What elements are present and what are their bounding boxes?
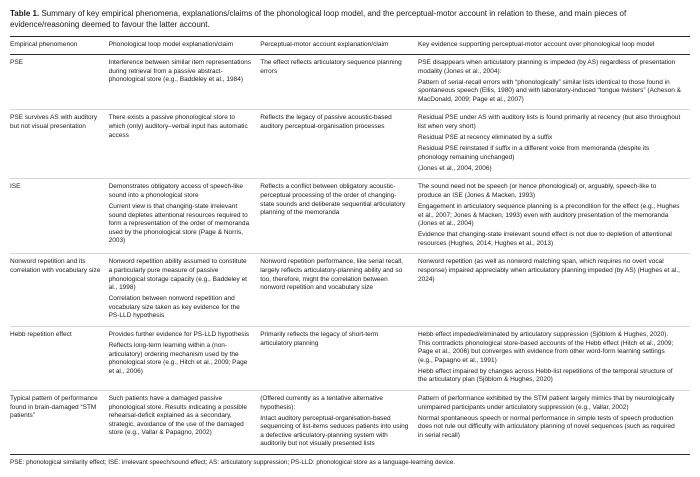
cell-paragraph: Primarily reflects the legacy of short-term articulatory planning	[260, 331, 379, 347]
cell-paragraph: PSE disappears when articulatory planning is impeded (by AS) regardless of presentation modality (Jones et al., 2004):	[417, 59, 676, 75]
cell-paragraph: Reflects long-term learning within a (non-articulatory) ordering mechanism used by the phonological store (e.g., Hitch et al., 2009; Page et al., 2006)	[108, 342, 248, 375]
cell-paragraph: Current view is that changing-state irrelevant sound depletes attentional resources required to form a representation of the order of memoranda used by the phonological store (Page & Norris, 2003)	[108, 203, 250, 245]
cell-paragraph: Evidence that changing-state irrelevant sound effect is not due to depletion of attentional resources (Hughes, 2014; Hughes et al., 2013)	[417, 231, 672, 247]
cell-key-evidence	[418, 55, 690, 110]
header-empirical-phenomenon: Empirical phenomenon	[10, 37, 109, 55]
cell-paragraph: Residual PSE reinstated if suffix in a different voice from memoranda (despite its phonology remaining unchanged)	[417, 145, 650, 161]
cell-key-evidence	[418, 254, 690, 327]
cell-paragraph: Hebb effect impeded/eliminated by articulatory suppression (Sjöblom & Hughes, 2020). This contradicts phonological store-based accounts of the Hebb effect (Hitch et al., 2009; Page et al., 2006) but converges with evidence from other word-form learning settings (e.g., Papagno et al., 1991)	[417, 331, 674, 364]
cell-paragraph: Demonstrates obligatory access of speech-like sound into a phonological store	[108, 183, 243, 200]
cell-paragraph: Hebb repetition effect	[10, 331, 72, 339]
header-phonological-loop: Phonological loop model explanation/claim	[109, 37, 261, 55]
cell-phenomenon	[10, 110, 109, 179]
cell-phenomenon	[10, 55, 109, 110]
cell-perceptual-motor-explanation	[260, 55, 418, 110]
cell-loop-explanation	[109, 110, 261, 179]
cell-paragraph: Intact auditory perceptual-organisation-based sequencing of list-items seduces patients into using a defective articulatory-planning system with auditorily but not visually presented lists	[260, 414, 409, 448]
cell-paragraph: PSE	[10, 59, 24, 67]
cell-paragraph: Pattern of performance exhibited by the STM patient largely mimics that by neurologically unimpaired participants under articulatory suppression (e.g., Vallar, 2002)	[417, 395, 675, 411]
table-row	[10, 55, 690, 110]
cell-paragraph: PSE survives AS with auditory but not visual presentation	[10, 114, 98, 131]
cell-phenomenon	[10, 254, 109, 327]
cell-paragraph: (Jones et al., 2004, 2006)	[417, 164, 492, 172]
header-row	[10, 37, 690, 55]
cell-loop-explanation	[109, 179, 261, 254]
cell-paragraph: Such patients have a damaged passive phonological store. Results indicating a possible rehearsal-deficit explained as a secondary, strategic, avoidance of the use of the damaged store (e.g., Vallar & Papagno, 2002)	[108, 395, 247, 437]
cell-key-evidence	[418, 110, 690, 179]
table-caption-label: Table 1.	[10, 9, 40, 18]
cell-phenomenon	[10, 327, 109, 391]
cell-paragraph: Pattern of serial-recall errors with “phonologically” similar lists identical to those found in spontaneous speech (Ellis, 1980) and with laboratory-induced “tongue twisters” (Acheson & MacDonald, 2009; Page et al., 2007)	[417, 78, 682, 103]
table-header	[10, 37, 690, 55]
cell-paragraph: The effect reflects articulatory sequence planning errors	[260, 59, 402, 75]
cell-paragraph: Interference between similar item representations during retrieval from a passive abstract-phonological store (e.g., Baddeley et al., 1984)	[108, 59, 251, 84]
cell-perceptual-motor-explanation	[260, 391, 418, 455]
header-perceptual-motor: Perceptual-motor account explanation/claim	[260, 37, 418, 55]
table-row	[10, 254, 690, 327]
cell-paragraph: Residual PSE under AS with auditory lists is found primarily at recency (but also throughout list when very short)	[417, 114, 681, 131]
table-row	[10, 391, 690, 455]
cell-paragraph: ISE	[10, 183, 21, 191]
cell-paragraph: Normal spontaneous speech or normal performance in simple tests of speech production does not rule out difficulty with articulatory planning of novel sequences (such as required in serial recall)	[417, 414, 675, 439]
cell-paragraph: There exists a passive phonological store to which (only) auditory–verbal input has automatic access	[108, 114, 248, 139]
cell-paragraph: Reflects a conflict between obligatory acoustic-perceptual processing of the order of changing-state sounds and deliberate sequential articulatory planning of the memoranda	[260, 183, 406, 217]
cell-paragraph: Nonword repetition performance, like serial recall, largely reflects articulatory-planning ability and so too, therefore, might the correlation between nonword repetition and vocabulary size	[260, 258, 403, 292]
cell-paragraph: (Offered currently as a tentative alternative hypothesis):	[260, 395, 383, 411]
header-key-evidence: Key evidence supporting perceptual-motor account over phonological loop model	[418, 37, 690, 55]
cell-perceptual-motor-explanation	[260, 179, 418, 254]
cell-loop-explanation	[109, 55, 261, 110]
cell-perceptual-motor-explanation	[260, 254, 418, 327]
cell-paragraph: Typical pattern of performance found in brain-damaged “STM patients”	[10, 395, 98, 420]
cell-paragraph: Provides further evidence for PS-LLD hypothesis	[108, 331, 250, 339]
cell-paragraph: Reflects the legacy of passive acoustic-based auditory perceptual-organisation processes	[260, 114, 392, 131]
cell-perceptual-motor-explanation	[260, 327, 418, 391]
table-body	[10, 55, 690, 455]
cell-paragraph: The sound need not be speech (or hence phonological) or, arguably, speech-like to produce an ISE (Jones & Macken, 1993)	[417, 183, 657, 200]
cell-loop-explanation	[109, 254, 261, 327]
cell-key-evidence	[418, 327, 690, 391]
cell-key-evidence	[418, 179, 690, 254]
cell-paragraph: Nonword repetition (as well as nonword matching span, which requires no overt vocal response) impaired appreciably when articulatory planning impeded (by AS) (Hughes et al., 2024)	[417, 258, 680, 283]
table-row	[10, 179, 690, 254]
cell-paragraph: Hebb effect impaired by changes across Hebb-list repetitions of the temporal structure of the articulatory plan (Sjöblom & Hughes, 2020)	[417, 367, 673, 384]
table-caption	[10, 8, 670, 30]
cell-perceptual-motor-explanation	[260, 110, 418, 179]
table-caption-text: Summary of key empirical phenomena, explanations/claims of the phonological loop model, and the perceptual-motor account in relation to these, and main pieces of evidence/reasoning deemed to favour the latter account.	[10, 9, 627, 30]
cell-loop-explanation	[109, 391, 261, 455]
cell-paragraph: Residual PSE at recency eliminated by a suffix	[417, 134, 553, 142]
summary-table	[10, 36, 690, 455]
cell-paragraph: Correlation between nonword repetition and vocabulary size taken as key evidence for the PS-LLD hypothesis	[108, 295, 240, 320]
cell-key-evidence	[418, 391, 690, 455]
cell-paragraph: Nonword repetition ability assumed to constitute a particularly pure measure of passive phonological storage capacity (e.g., Baddeley et al., 1998)	[108, 258, 247, 292]
cell-paragraph: Engagement in articulatory sequence planning is a precondition for the effect (e.g., Hughes et al., 2007; Jones & Macken, 1993) even with auditory presentation of the memoranda (Jones et al., 2004)	[417, 203, 680, 228]
table-footnote: PSE: phonological similarity effect; ISE: irrelevant speech/sound effect; AS: articulatory suppression; PS-LLD: phonological store as a language-learning device.	[10, 458, 455, 466]
cell-phenomenon	[10, 179, 109, 254]
cell-phenomenon	[10, 391, 109, 455]
table-row	[10, 327, 690, 391]
cell-paragraph: Nonword repetition and its correlation with vocabulary size	[10, 258, 101, 275]
table-row	[10, 110, 690, 179]
cell-loop-explanation	[109, 327, 261, 391]
